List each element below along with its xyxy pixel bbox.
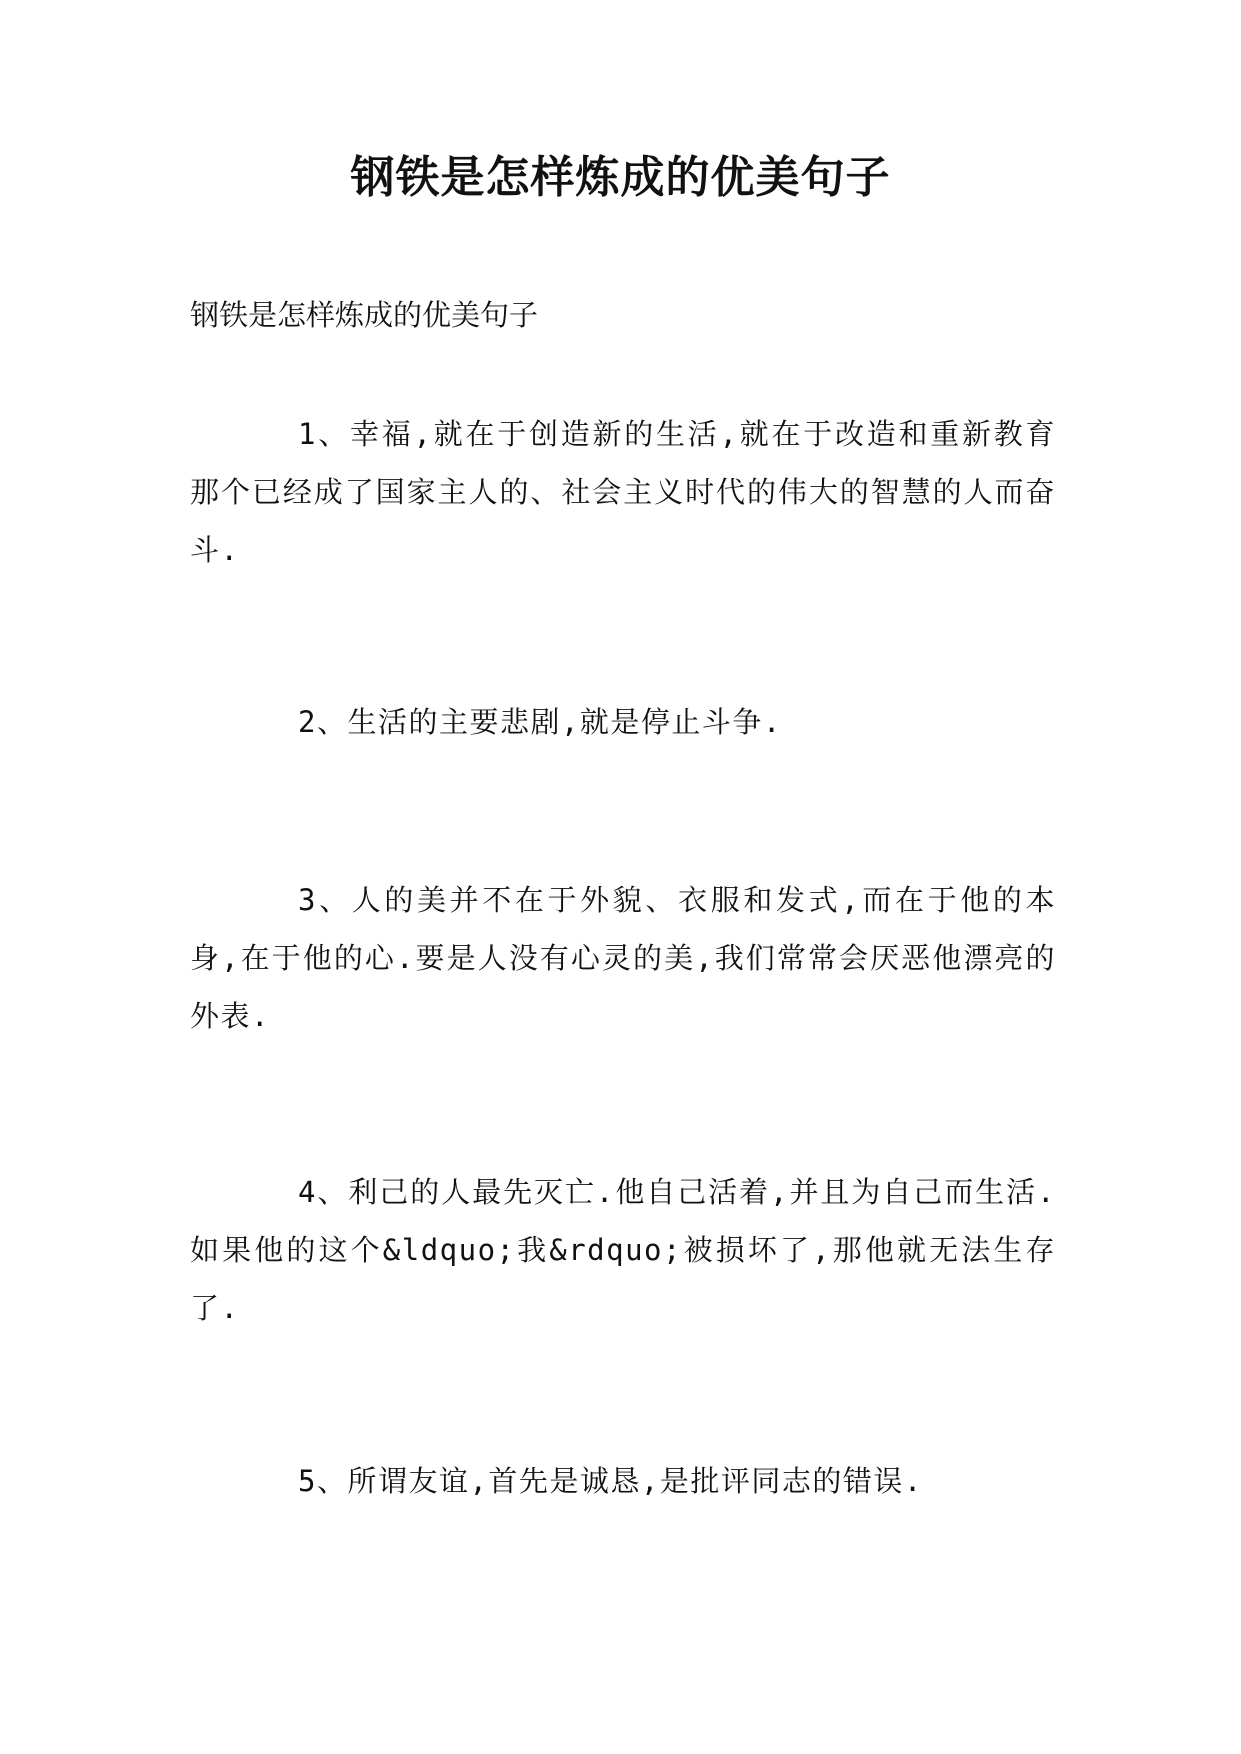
document-subtitle: 钢铁是怎样炼成的优美句子 bbox=[190, 298, 539, 332]
paragraph-4: 4、利己的人最先灭亡.他自己活着,并且为自己而生活.如果他的这个&ldquo;我&rdquo;被损坏了,那他就无法生存了. bbox=[190, 1175, 1056, 1325]
document-title: 钢铁是怎样炼成的优美句子 bbox=[350, 152, 891, 203]
paragraph-2: 2、生活的主要悲剧,就是停止斗争. bbox=[298, 705, 782, 739]
paragraph-1: 1、幸福,就在于创造新的生活,就在于改造和重新教育那个已经成了国家主人的、社会主义时代的伟大的智慧的人而奋斗. bbox=[190, 417, 1056, 567]
paragraph-5: 5、所谓友谊,首先是诚恳,是批评同志的错误. bbox=[298, 1464, 923, 1498]
paragraph-3: 3、人的美并不在于外貌、衣服和发式,而在于他的本身,在于他的心.要是人没有心灵的美,我们常常会厌恶他漂亮的外表. bbox=[190, 883, 1056, 1033]
